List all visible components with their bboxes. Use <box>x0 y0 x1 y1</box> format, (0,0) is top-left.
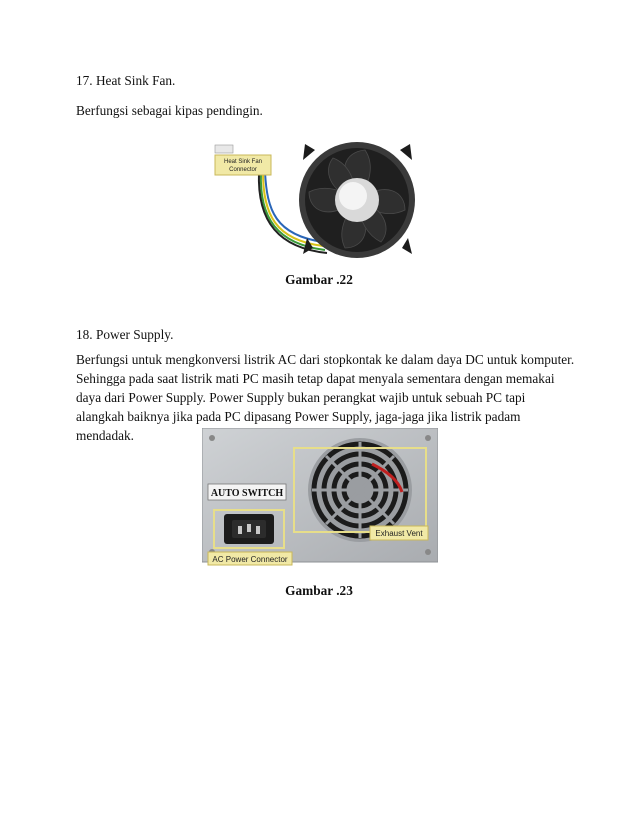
section-17-body: Berfungsi sebagai kipas pendingin. <box>76 103 263 118</box>
power-supply-image <box>202 428 438 568</box>
figure-23-caption: Gambar .23 <box>285 583 353 598</box>
figure-22-caption: Gambar .22 <box>285 272 353 287</box>
section-18-body: Berfungsi untuk mengkonversi listrik AC dari stopkontak ke dalam daya DC untuk komputer. Sehingga pada saat listrik mati PC masih tetap dapat menyala sementara dengan memakai daya dari Power Supply. Power Supply bukan perangkat wajib untuk sebuah PC tapi alangkah baiknya jika pada PC dipasang Power Supply, jaga-jaga jika listrik padam mendadak. <box>76 352 575 443</box>
section-18-heading: 18. Power Supply. <box>76 327 174 342</box>
heat-sink-connector-label-2: Connector <box>229 167 257 173</box>
exhaust-vent-label: Exhaust Vent <box>375 529 423 538</box>
ac-power-connector-label: AC Power Connector <box>212 555 288 564</box>
section-17-heading: 17. Heat Sink Fan. <box>76 73 176 88</box>
heat-sink-fan-image <box>205 130 420 265</box>
heat-sink-connector-label-1: Heat Sink Fan <box>223 159 263 165</box>
auto-switch-label: AUTO SWITCH <box>210 488 284 499</box>
